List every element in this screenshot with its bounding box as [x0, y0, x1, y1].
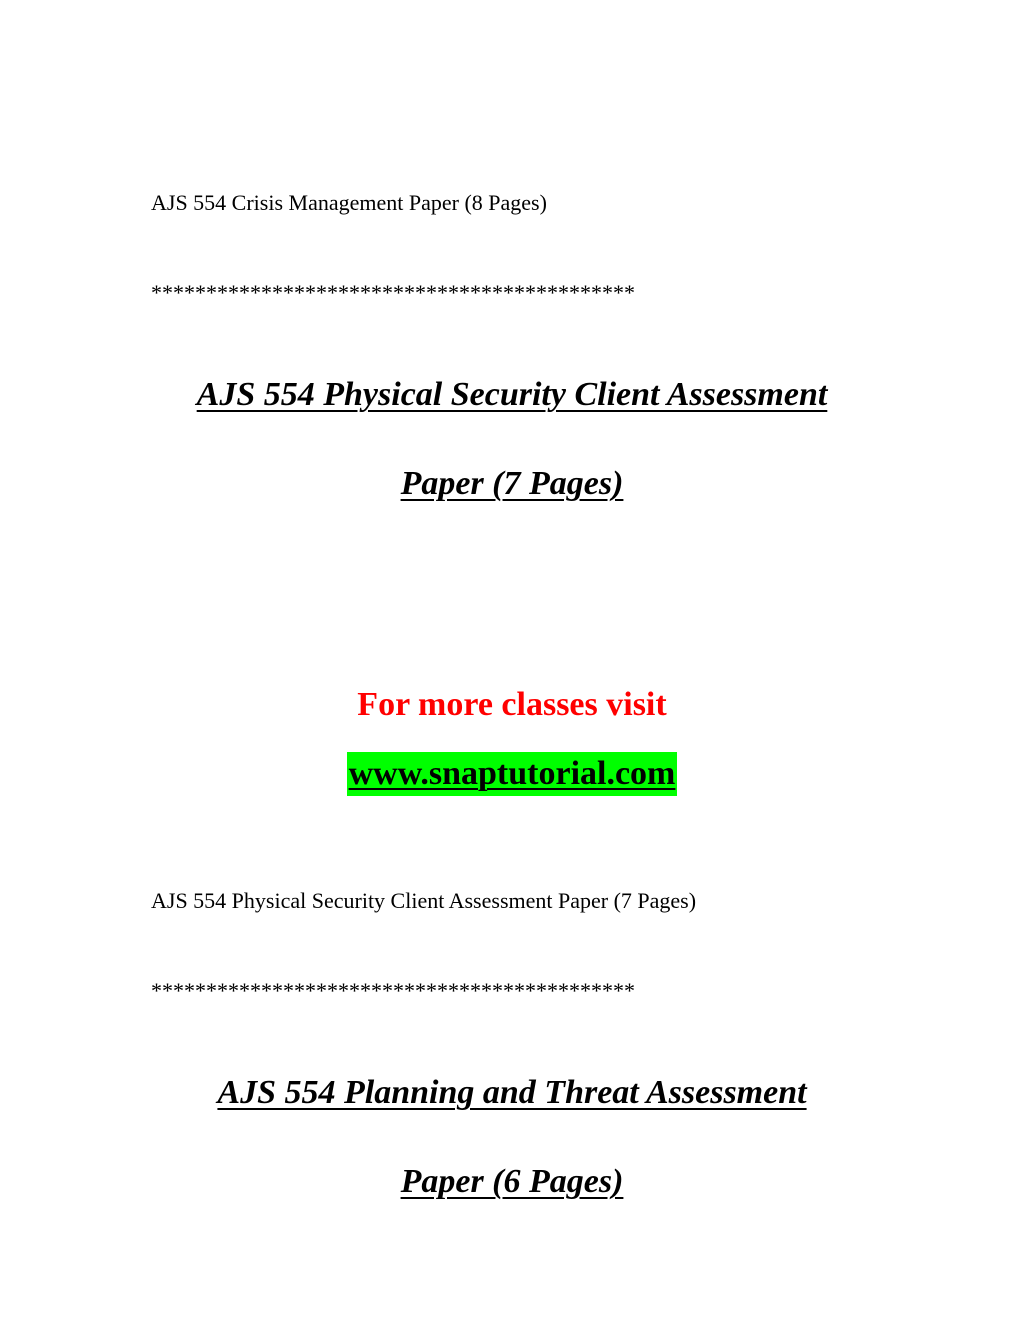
- promo-text: For more classes visit: [357, 686, 667, 723]
- heading-planning-threat-line1: AJS 554 Planning and Threat Assessment: [217, 1074, 807, 1111]
- heading-physical-security-line1: AJS 554 Physical Security Client Assessment: [196, 376, 828, 413]
- separator-stars: ********************************************: [151, 280, 635, 305]
- item-title-physical-security: AJS 554 Physical Security Client Assessment Paper (7 Pages): [151, 888, 697, 913]
- heading-physical-security-line2: Paper (7 Pages): [400, 465, 624, 502]
- heading-planning-threat-line2: Paper (6 Pages): [400, 1163, 624, 1200]
- promo-link-wrapper: [0, 752, 1024, 796]
- promo-link[interactable]: www.snaptutorial.com: [347, 752, 678, 796]
- item-title-crisis-management: AJS 554 Crisis Management Paper (8 Pages): [151, 190, 547, 215]
- separator-stars-2: ********************************************: [151, 978, 635, 1003]
